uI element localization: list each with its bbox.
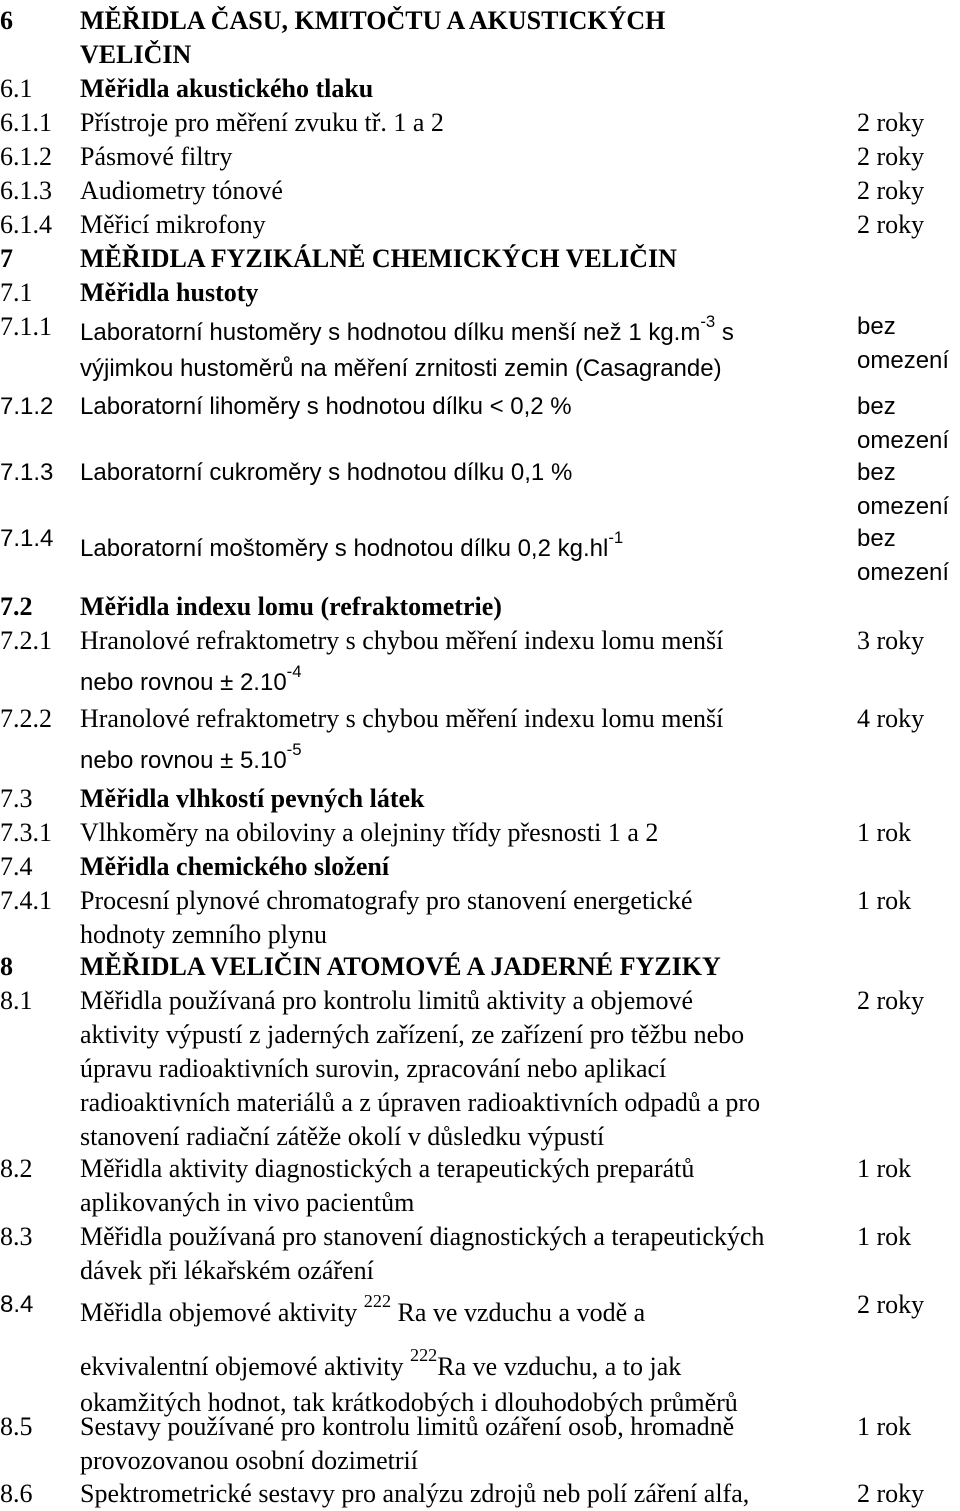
item-text-cont: ekvivalentní objemové aktivity xyxy=(80,1352,410,1381)
item-period: 2 roky xyxy=(857,108,925,137)
item-text: Měřidla používaná pro kontrolu limitů aktivity a objemové xyxy=(80,986,694,1015)
item-period: 1 rok xyxy=(857,886,912,915)
item-text: Vlhkoměry na obiloviny a olejniny třídy přesnosti 1 a 2 xyxy=(80,818,659,847)
section-title: MĚŘIDLA ČASU, KMITOČTU A AKUSTICKÝCH xyxy=(80,6,666,35)
superscript: 222 xyxy=(363,1291,392,1312)
section-title: Měřidla akustického tlaku xyxy=(80,74,374,103)
item-number: 7.3.1 xyxy=(0,818,52,847)
section-title: Měřidla hustoty xyxy=(80,278,259,307)
item-number: 8.2 xyxy=(0,1154,33,1183)
item-period: 2 roky xyxy=(857,210,925,239)
item-text: Měřidla používaná pro stanovení diagnostických a terapeutických xyxy=(80,1222,765,1251)
item-text-cont: nebo rovnou ± 2.10 xyxy=(80,669,287,696)
section-title: MĚŘIDLA FYZIKÁLNĚ CHEMICKÝCH VELIČIN xyxy=(80,244,677,273)
superscript: 222 xyxy=(409,1345,438,1366)
item-text-cont: úpravu radioaktivních surovin, zpracování nebo aplikací xyxy=(80,1054,667,1083)
item-number: 6.1.4 xyxy=(0,210,52,239)
item-text: Měřidla aktivity diagnostických a terapeutických preparátů xyxy=(80,1154,695,1183)
section-number: 7.4 xyxy=(0,852,33,881)
item-period: bez xyxy=(857,393,896,420)
item-period: 2 roky xyxy=(857,176,925,205)
item-number: 8.1 xyxy=(0,986,33,1015)
item-number: 7.1.4 xyxy=(0,525,54,552)
item-period: bez xyxy=(857,459,896,486)
item-text: Laboratorní lihoměry s hodnotou dílku < 0,2 % xyxy=(80,393,572,420)
item-number: 8.5 xyxy=(0,1412,33,1441)
item-period: 1 rok xyxy=(857,1222,912,1251)
item-text-cont: okamžitých hodnot, tak krátkodobých i dlouhodobých průměrů xyxy=(80,1388,738,1417)
item-period: 2 roky xyxy=(857,986,925,1015)
item-text: Audiometry tónové xyxy=(80,176,283,205)
item-text: Sestavy používané pro kontrolu limitů ozáření osob, hromadně xyxy=(80,1412,735,1441)
item-text: Laboratorní moštoměry s hodnotou dílku 0,2 kg.hl xyxy=(80,535,609,562)
item-text-cont: provozovanou osobní dozimetrií xyxy=(80,1446,418,1475)
item-period: 4 roky xyxy=(857,704,925,733)
item-period: 2 roky xyxy=(857,1290,925,1319)
item-number: 8.4 xyxy=(0,1291,34,1318)
item-period: 2 roky xyxy=(857,142,925,171)
item-text-cont: hodnoty zemního plynu xyxy=(80,920,327,949)
item-text: Spektrometrické sestavy pro analýzu zdrojů neb polí záření alfa, xyxy=(80,1479,750,1508)
item-number: 7.1.3 xyxy=(0,459,54,486)
item-text: Hranolové refraktometry s chybou měření indexu lomu menší xyxy=(80,626,724,655)
item-text-cont: výjimkou hustoměrů na měření zrnitosti zemin (Casagrande) xyxy=(80,355,722,382)
item-number: 6.1.2 xyxy=(0,142,52,171)
superscript: -1 xyxy=(608,528,624,548)
item-period-cont: omezení xyxy=(857,559,950,586)
section-title: Měřidla indexu lomu (refraktometrie) xyxy=(80,592,502,621)
item-text-tail: s xyxy=(715,319,734,346)
section-title: Měřidla vlhkostí pevných látek xyxy=(80,784,425,813)
item-text: Laboratorní cukroměry s hodnotou dílku 0,1 % xyxy=(80,459,573,486)
section-number: 8 xyxy=(0,952,13,981)
item-text-tail: Ra ve vzduchu a vodě a xyxy=(391,1298,646,1327)
item-number: 6.1.1 xyxy=(0,108,52,137)
section-number: 7.2 xyxy=(0,592,33,621)
section-title-cont: VELIČIN xyxy=(80,40,192,69)
item-number: 7.1.1 xyxy=(0,312,52,341)
item-text: Měřidla objemové aktivity xyxy=(80,1298,364,1327)
section-number: 7.1 xyxy=(0,278,33,307)
item-text-cont: stanovení radiační zátěže okolí v důsledku výpustí xyxy=(80,1122,605,1151)
item-period: bez xyxy=(857,525,896,552)
item-text-cont: aktivity výpustí z jaderných zařízení, ze zařízení pro těžbu nebo xyxy=(80,1020,745,1049)
item-text-tail: Ra ve vzduchu, a to jak xyxy=(437,1352,682,1381)
item-number: 8.6 xyxy=(0,1479,33,1508)
item-text: Laboratorní hustoměry s hodnotou dílku menší než 1 kg.m xyxy=(80,319,701,346)
item-text: Přístroje pro měření zvuku tř. 1 a 2 xyxy=(80,108,444,137)
superscript: -4 xyxy=(286,662,302,682)
item-period: bez xyxy=(857,313,896,340)
item-period-cont: omezení xyxy=(857,493,950,520)
section-number: 6 xyxy=(0,6,13,35)
item-period: 1 rok xyxy=(857,1154,912,1183)
item-number: 7.4.1 xyxy=(0,886,52,915)
item-period: 3 roky xyxy=(857,626,925,655)
section-number: 7.3 xyxy=(0,784,33,813)
section-title: Měřidla chemického složení xyxy=(80,852,390,881)
item-period: 1 rok xyxy=(857,818,912,847)
item-number: 7.2.2 xyxy=(0,704,52,733)
item-text: Pásmové filtry xyxy=(80,142,233,171)
item-text-cont: radioaktivních materiálů a z úpraven radioaktivních odpadů a pro xyxy=(80,1088,761,1117)
item-period-cont: omezení xyxy=(857,347,950,374)
item-text: Hranolové refraktometry s chybou měření indexu lomu menší xyxy=(80,704,724,733)
item-number: 7.1.2 xyxy=(0,393,54,420)
item-period: 2 roky xyxy=(857,1479,925,1508)
item-text-cont: aplikovaných in vivo pacientům xyxy=(80,1188,415,1217)
section-title: MĚŘIDLA VELIČIN ATOMOVÉ A JADERNÉ FYZIKY xyxy=(80,952,721,981)
item-text-cont: nebo rovnou ± 5.10 xyxy=(80,747,287,774)
item-text: Měřicí mikrofony xyxy=(80,210,266,239)
section-number: 7 xyxy=(0,244,13,273)
item-number: 7.2.1 xyxy=(0,626,52,655)
item-period: 1 rok xyxy=(857,1412,912,1441)
section-number: 6.1 xyxy=(0,74,33,103)
item-text-cont: dávek při lékařském ozáření xyxy=(80,1256,374,1285)
item-text: Procesní plynové chromatografy pro stanovení energetické xyxy=(80,886,693,915)
item-number: 6.1.3 xyxy=(0,176,52,205)
item-period-cont: omezení xyxy=(857,427,950,454)
superscript: -5 xyxy=(286,740,302,760)
superscript: -3 xyxy=(700,312,716,332)
item-number: 8.3 xyxy=(0,1222,33,1251)
